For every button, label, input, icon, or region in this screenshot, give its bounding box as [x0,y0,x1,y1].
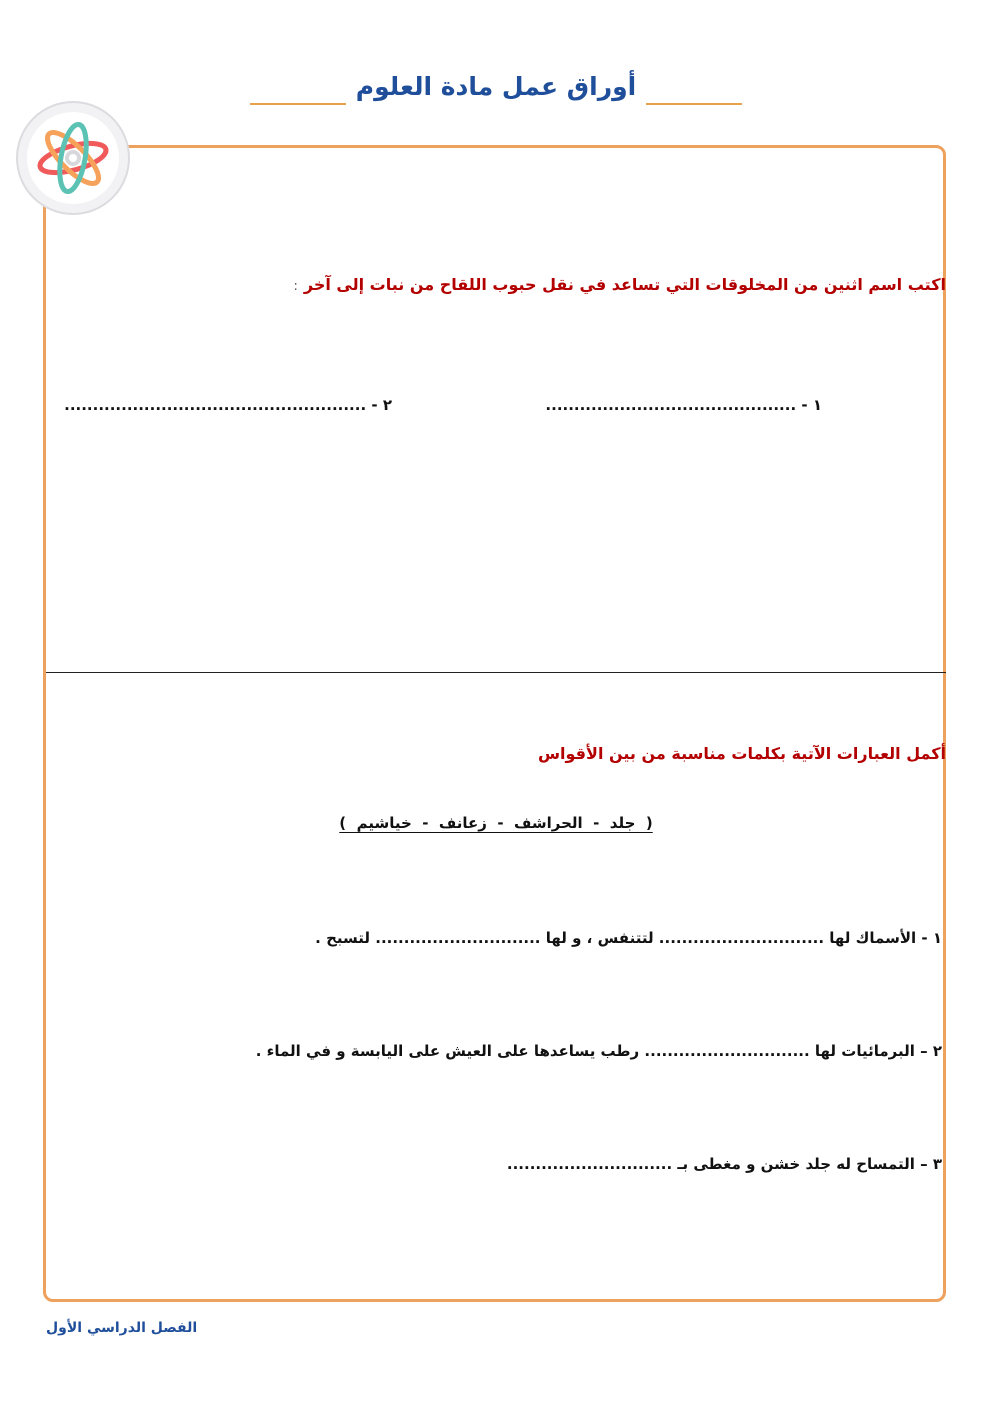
answer-2 [64,396,392,414]
word-bank [0,813,992,832]
answer-1-label: ١ - [801,396,822,414]
fill-item-2: ٢ – البرمائيات لها ............................. رطب يساعدها على العيش على اليابسة و في الماء . [255,1042,942,1060]
question-1-colon: : [293,279,298,294]
fill-item-3: ٣ – التمساح له جلد خشن و مغطى بـ ............................. [506,1155,942,1173]
title-rule-left [250,103,346,105]
page-header [0,72,992,112]
title-rule-right [646,103,742,105]
answer-1 [545,396,822,414]
atom-icon [15,100,131,216]
semester-label: الفصل الدراسي الأول [46,1320,198,1336]
section-divider [46,672,946,673]
question-1-prompt [293,275,946,294]
fill-item-1: ١ - الأسماك لها ............................. لتتنفس ، و لها ............................. لتسبح . [315,929,942,947]
question-2-prompt: أكمل العبارات الآتية بكلمات مناسبة من بين الأقواس [537,744,946,763]
word-bank-text: ( جلد - الحراشف - زعانف - خياشيم ) [339,814,653,832]
answer-2-blank[interactable]: ..................................................... [64,396,367,414]
content-frame [43,145,946,1302]
question-1-text: اكتب اسم اثنين من المخلوقات التي تساعد في نقل حبوب اللقاح من نبات إلى آخر [303,275,946,294]
answer-1-blank[interactable]: ............................................ [545,396,797,414]
answer-2-label: ٢ - [371,396,392,414]
page-title: أوراق عمل مادة العلوم [355,72,637,101]
